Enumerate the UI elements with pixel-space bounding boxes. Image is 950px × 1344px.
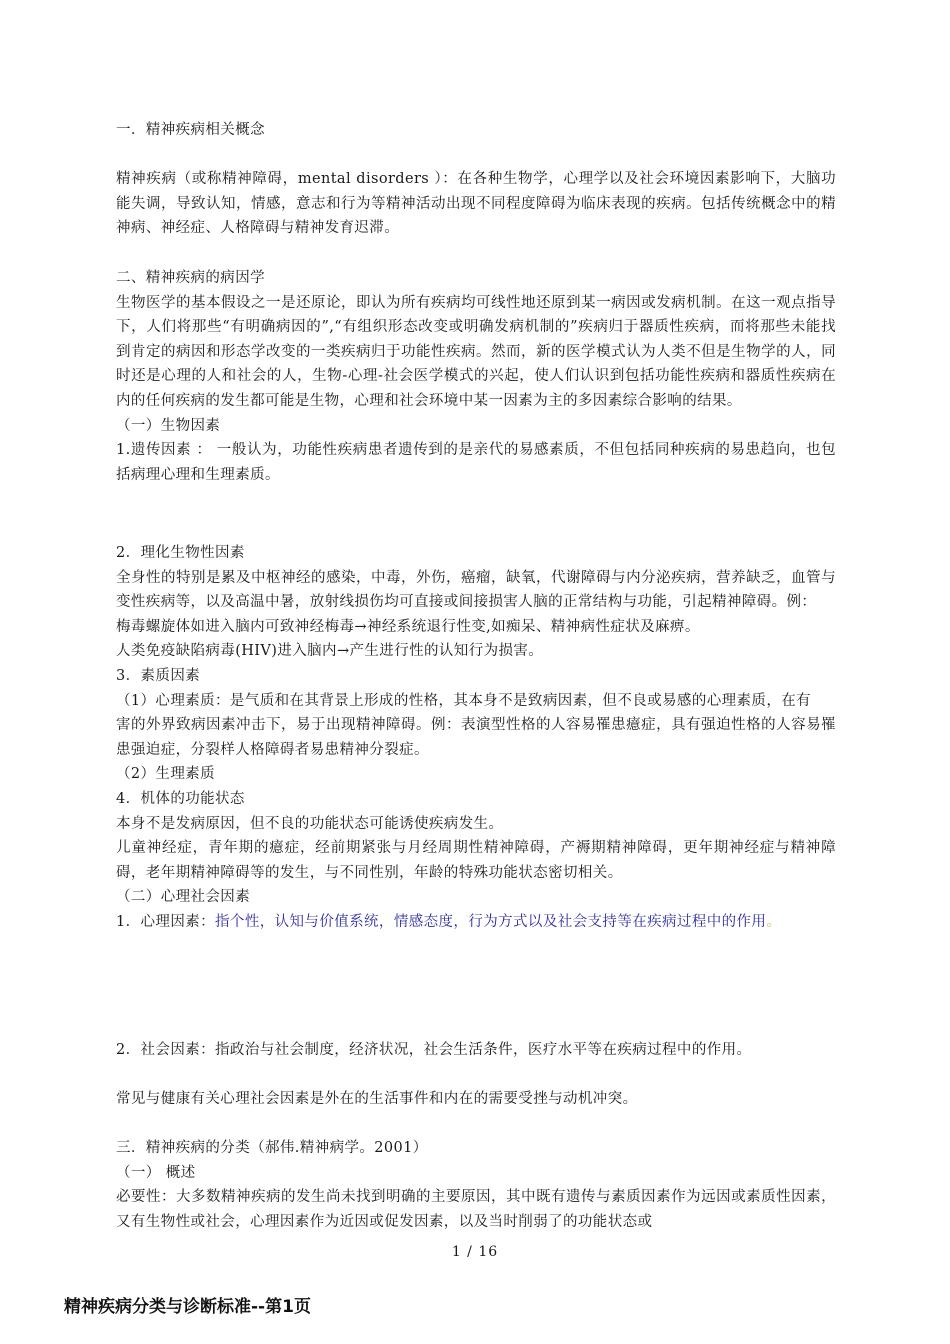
quality-heading: 3．素质因素 <box>116 667 201 684</box>
mental-disorder-definition: 精神疾病（或称精神障碍，mental disorders ）：在各种生物学，心理学以及社会环境因素影响下，大脑功能失调，导致认知，情感，意志和行为等精神活动出现不同程度障碍为临床表现的疾病。包括传统概念中的精神病、神经症、人格障碍与精神发育迟滞。 <box>116 171 836 237</box>
common-psychosocial: 常见与健康有关心理社会因素是外在的生活事件和内在的需要受挫与动机冲突。 <box>116 1091 638 1107</box>
physchem-heading: 2．理化生物性因素 <box>116 545 245 561</box>
example-syphilis: 梅毒螺旋体如进入脑内可致神经梅毒→神经系统退行性变,如痴呆、精神病性症状及麻痹。 <box>116 618 700 635</box>
psych-factors-period: 。 <box>766 913 782 930</box>
quality-physio: （2）生理素质 <box>116 766 216 783</box>
psychosocial-heading: （二）心理社会因素 <box>116 889 251 906</box>
function-heading: 4．机体的功能状态 <box>116 790 245 807</box>
function-text-1: 本身不是发病原因，但不良的功能状态可能诱使疾病发生。 <box>116 815 504 832</box>
section-3-heading: 三．精神疾病的分类（郝伟.精神病学。2001） <box>116 1140 428 1156</box>
section-3-block <box>116 1136 836 1234</box>
genetic-factors: 1.遗传因素 ： 一般认为，功能性疾病患者遗传到的是亲代的易感素质，不但包括同种疾病的易患趋向，也包括病理心理和生理素质。 <box>116 442 836 483</box>
etiology-intro: 生物医学的基本假设之一是还原论，即认为所有疾病均可线性地还原到某一病因或发病机制。在这一观点指导下，人们将那些“有明确病因的”,“有组织形态改变或明确发病机制的”疾病归于器质性疾病，而将那些未能找到肯定的病因和形态学改变的一类疾病归于功能性疾病。然而，新的医学模式认为人类不但是生物学的人，同时还是心理的人和社会的人，生物-心理-社会医学模式的兴起，使人们认识到包括功能性疾病和器质性疾病在内的任何疾病的发生都可能是生物，心理和社会环境中某一因素为主的多因素综合影响的结果。 <box>116 294 836 409</box>
section-1-heading: 一．精神疾病相关概念 <box>116 122 265 138</box>
necessity-text: 必要性：大多数精神疾病的发生尚未找到明确的主要原因，其中既有遗传与素质因素作为远因或素质性因素，又有生物性或社会，心理因素作为近因或促发因素，以及当时削弱了的功能状态或 <box>116 1189 836 1230</box>
bio-factors-heading: （一）生物因素 <box>116 417 221 434</box>
section-2-heading: 二、精神疾病的病因学 <box>116 270 265 286</box>
social-factors: 2．社会因素：指政治与社会制度，经济状况，社会生活条件，医疗水平等在疾病过程中的作用。 <box>116 1042 752 1058</box>
psych-factors-label: 1．心理因素： <box>116 913 216 930</box>
function-text-2: 儿童神经症，青年期的癔症，经前期紧张与月经周期性精神障碍，产褥期精神障碍，更年期神经症与精神障碍，老年期精神障碍等的发生，与不同性别，年龄的特殊功能状态密切相关。 <box>116 840 836 881</box>
footer-title: 精神疾病分类与诊断标准--第1页 <box>64 1297 311 1317</box>
psych-factors <box>116 910 836 935</box>
psych-factors-text: 指个性，认知与价值系统，情感态度，行为方式以及社会支持等在疾病过程中的作用 <box>215 913 767 930</box>
example-hiv: 人类免疫缺陷病毒(HIV)进入脑内→产生进行性的认知行为损害。 <box>116 643 544 660</box>
page-number: 1 / 16 <box>451 1244 499 1260</box>
quality-psych-a: （1）心理素质：是气质和在其背景上形成的性格，其本身不是致病因素，但不良或易感的心理素质，在有 <box>116 692 812 709</box>
overview-heading: （一） 概述 <box>116 1164 196 1181</box>
physchem-text: 全身性的特别是累及中枢神经的感染，中毒，外伤，癌瘤，缺氧，代谢障碍与内分泌疾病，营养缺乏，血管与变性疾病等，以及高温中暑，放射线损伤均可直接或间接损害人脑的正常结构与功能，引起精神障碍。例： <box>116 569 836 611</box>
quality-psych-b: 害的外界致病因素冲击下，易于出现精神障碍。例：表演型性格的人容易罹患癔症，具有强迫性格的人容易罹患强迫症，分裂样人格障碍者易患精神分裂症。 <box>116 717 836 758</box>
physchem-block <box>116 541 836 935</box>
section-2-block <box>116 266 836 487</box>
